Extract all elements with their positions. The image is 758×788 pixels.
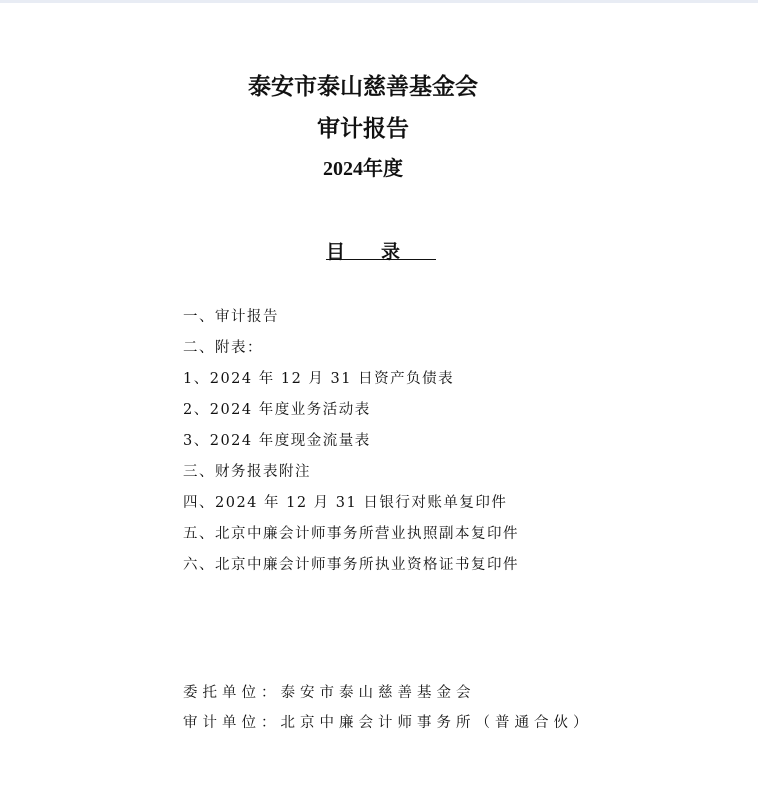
org-title: 泰安市泰山慈善基金会	[248, 74, 478, 99]
toc-item: 五、北京中廉会计师事务所营业执照副本复印件	[183, 526, 519, 542]
toc-item: 1、2024 年 12 月 31 日资产负债表	[183, 371, 455, 387]
toc-item: 2、2024 年度业务活动表	[183, 402, 371, 418]
toc-item: 四、2024 年 12 月 31 日银行对账单复印件	[183, 495, 508, 511]
toc-item: 3、2024 年度现金流量表	[183, 433, 371, 449]
client-line: 委托单位：泰安市泰山慈善基金会	[183, 685, 476, 701]
toc-item: 二、附表：	[183, 340, 263, 356]
report-year: 2024年度	[323, 158, 403, 180]
toc-item: 三、财务报表附注	[183, 464, 311, 480]
toc-heading	[0, 237, 726, 264]
auditor-line: 审计单位：北京中廉会计师事务所（普通合伙）	[183, 715, 593, 731]
report-title: 审计报告	[317, 116, 409, 141]
toc-item: 六、北京中廉会计师事务所执业资格证书复印件	[183, 557, 519, 573]
toc-item: 一、审计报告	[183, 309, 279, 325]
top-border	[0, 0, 758, 3]
toc-list	[183, 307, 519, 586]
toc-heading-text: 目录	[325, 241, 436, 263]
